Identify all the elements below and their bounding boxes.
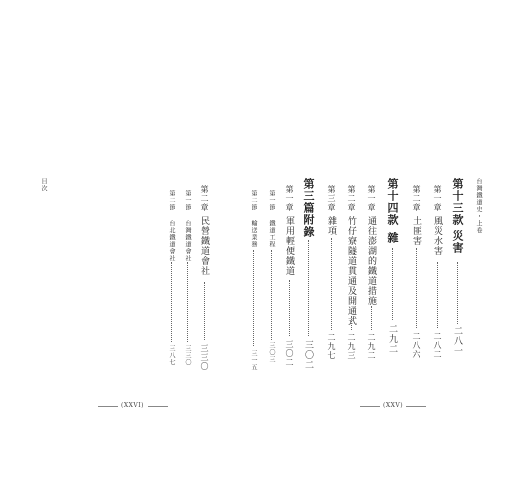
chapter-title: 民營鐵道會社	[199, 216, 209, 276]
chapter-title: 通往澎湖的鐵道措施	[366, 216, 376, 306]
dotted-leader	[171, 262, 172, 342]
chapter-title: 竹仔寮隧道貫通及開通式	[346, 216, 356, 326]
chapter-label: 第二章	[412, 185, 421, 212]
part-title: 第三篇附錄	[302, 178, 315, 238]
folio-rule	[406, 406, 426, 407]
chapter-title: 風災水害	[432, 216, 442, 256]
section-title: 第十三款	[451, 178, 464, 226]
dotted-leader	[204, 282, 205, 340]
dotted-leader	[416, 248, 417, 328]
chapter-page: 二八六	[412, 332, 421, 359]
subsection-title: 輸送業務	[250, 220, 257, 248]
section-heading: 雜	[386, 232, 399, 244]
subsection-title: 台灣鐵道會社	[184, 220, 191, 262]
chapter-label: 第二章	[347, 185, 356, 212]
section-page: 二九二	[387, 324, 397, 354]
subsection-label: 第一節	[184, 190, 191, 211]
dotted-leader	[371, 306, 372, 330]
chapter-page: 二九二	[367, 333, 376, 360]
section-title: 第十四款	[386, 178, 399, 226]
chapter-page: 三〇二	[285, 340, 294, 367]
subsection-label: 第一節	[268, 190, 275, 211]
dotted-leader	[331, 238, 332, 330]
dotted-leader	[392, 248, 393, 320]
subsection-page: 三八七	[168, 345, 175, 366]
chapter-label: 第一章	[285, 185, 294, 212]
dotted-leader	[289, 280, 290, 336]
dotted-leader	[457, 262, 458, 324]
section-page: 二八一	[452, 326, 462, 356]
chapter-page: 三三〇	[200, 344, 209, 371]
left-edge-label: 目次	[40, 178, 47, 192]
dotted-leader	[437, 262, 438, 328]
dotted-leader	[187, 262, 188, 342]
chapter-label: 第二章	[200, 185, 209, 212]
subsection-label: 第二節	[250, 190, 257, 211]
chapter-page: 二八二	[433, 332, 442, 359]
subsection-title: 台北鐵道會社	[168, 220, 175, 262]
dotted-leader	[308, 240, 309, 336]
chapter-title: 軍用輕便鐵道	[284, 216, 294, 276]
chapter-label: 第一章	[367, 185, 376, 212]
section-heading: 災害	[451, 230, 464, 254]
subsection-page: 三三〇	[184, 345, 191, 366]
subsection-label: 第二節	[168, 190, 175, 211]
folio-rule	[360, 406, 380, 407]
folio-rule	[98, 406, 118, 407]
right-page-number: (XXV)	[383, 402, 404, 409]
dotted-leader	[253, 250, 254, 346]
dotted-leader	[271, 250, 272, 340]
subsection-title: 鐵道工程	[268, 220, 275, 248]
subsection-page: 三一五	[250, 350, 257, 371]
chapter-title: 雜項	[326, 216, 336, 236]
chapter-label: 第三章	[327, 185, 336, 212]
chapter-title: 土匪害	[411, 216, 421, 246]
chapter-page: 二九三	[347, 333, 356, 360]
folio-rule	[148, 406, 168, 407]
subsection-page: 三〇三	[268, 342, 275, 363]
chapter-page: 二九七	[327, 333, 336, 360]
left-page-number: (XXVI)	[121, 402, 144, 409]
running-head: 台灣鐵道史・上卷	[475, 178, 482, 234]
chapter-label: 第一章	[433, 185, 442, 212]
part-page: 三〇二	[303, 340, 313, 370]
dotted-leader	[351, 316, 352, 330]
